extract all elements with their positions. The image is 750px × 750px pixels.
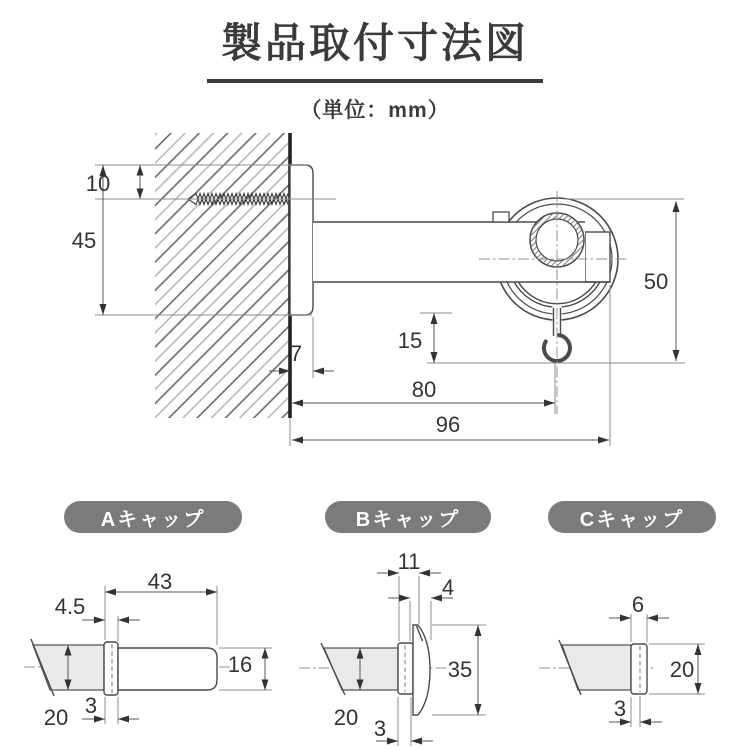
dim-a-length: 43	[147, 569, 173, 594]
dim-b-disc-thickness: 4	[441, 575, 455, 600]
cap-c-drawing	[539, 592, 705, 727]
cap-a-label: Aキャップ	[100, 508, 206, 531]
arm-tab	[493, 212, 509, 222]
dim-plate-thickness: 7	[289, 341, 303, 366]
cap-b-label-pill	[325, 501, 491, 533]
page-title: 製品取付寸法図	[207, 6, 543, 83]
dim-a-diameter: 16	[227, 652, 253, 677]
dim-b-exposed: 3	[373, 716, 387, 741]
cap-c-label: Cキャップ	[579, 508, 685, 531]
wall-hatch	[155, 133, 290, 418]
bracket-plate	[290, 165, 313, 315]
cap-a-drawing	[24, 569, 272, 730]
main-diagram	[72, 133, 685, 446]
cap-b-label: Bキャップ	[355, 508, 461, 531]
dim-wall-to-end: 96	[435, 412, 461, 437]
cap-b-drawing	[299, 549, 486, 746]
cap-a-flange	[104, 642, 118, 695]
dim-wall-to-hook: 80	[411, 377, 437, 402]
cap-c-body	[631, 644, 647, 694]
dim-b-rod: 20	[333, 705, 359, 730]
dim-c-width: 6	[631, 592, 645, 617]
cap-a-label-pill	[64, 501, 242, 533]
dim-a-flange: 4.5	[54, 594, 86, 619]
dim-a-exposed: 3	[84, 693, 98, 718]
dim-a-rod: 20	[43, 705, 69, 730]
cap-c-label-pill	[548, 501, 716, 533]
dim-c-diameter: 20	[669, 657, 695, 682]
cap-a-body	[118, 648, 217, 690]
dim-ring-height: 50	[643, 269, 669, 294]
dim-b-length: 11	[397, 549, 421, 574]
dim-c-exposed: 3	[613, 696, 627, 721]
dim-hook-drop: 15	[397, 328, 423, 353]
dim-plate-height: 45	[71, 228, 97, 253]
unit-note: （単位：mm）	[300, 99, 450, 122]
dim-screw-to-top: 10	[85, 171, 111, 196]
cap-c-rod	[562, 645, 631, 690]
dim-b-disc-diameter: 35	[447, 657, 473, 682]
